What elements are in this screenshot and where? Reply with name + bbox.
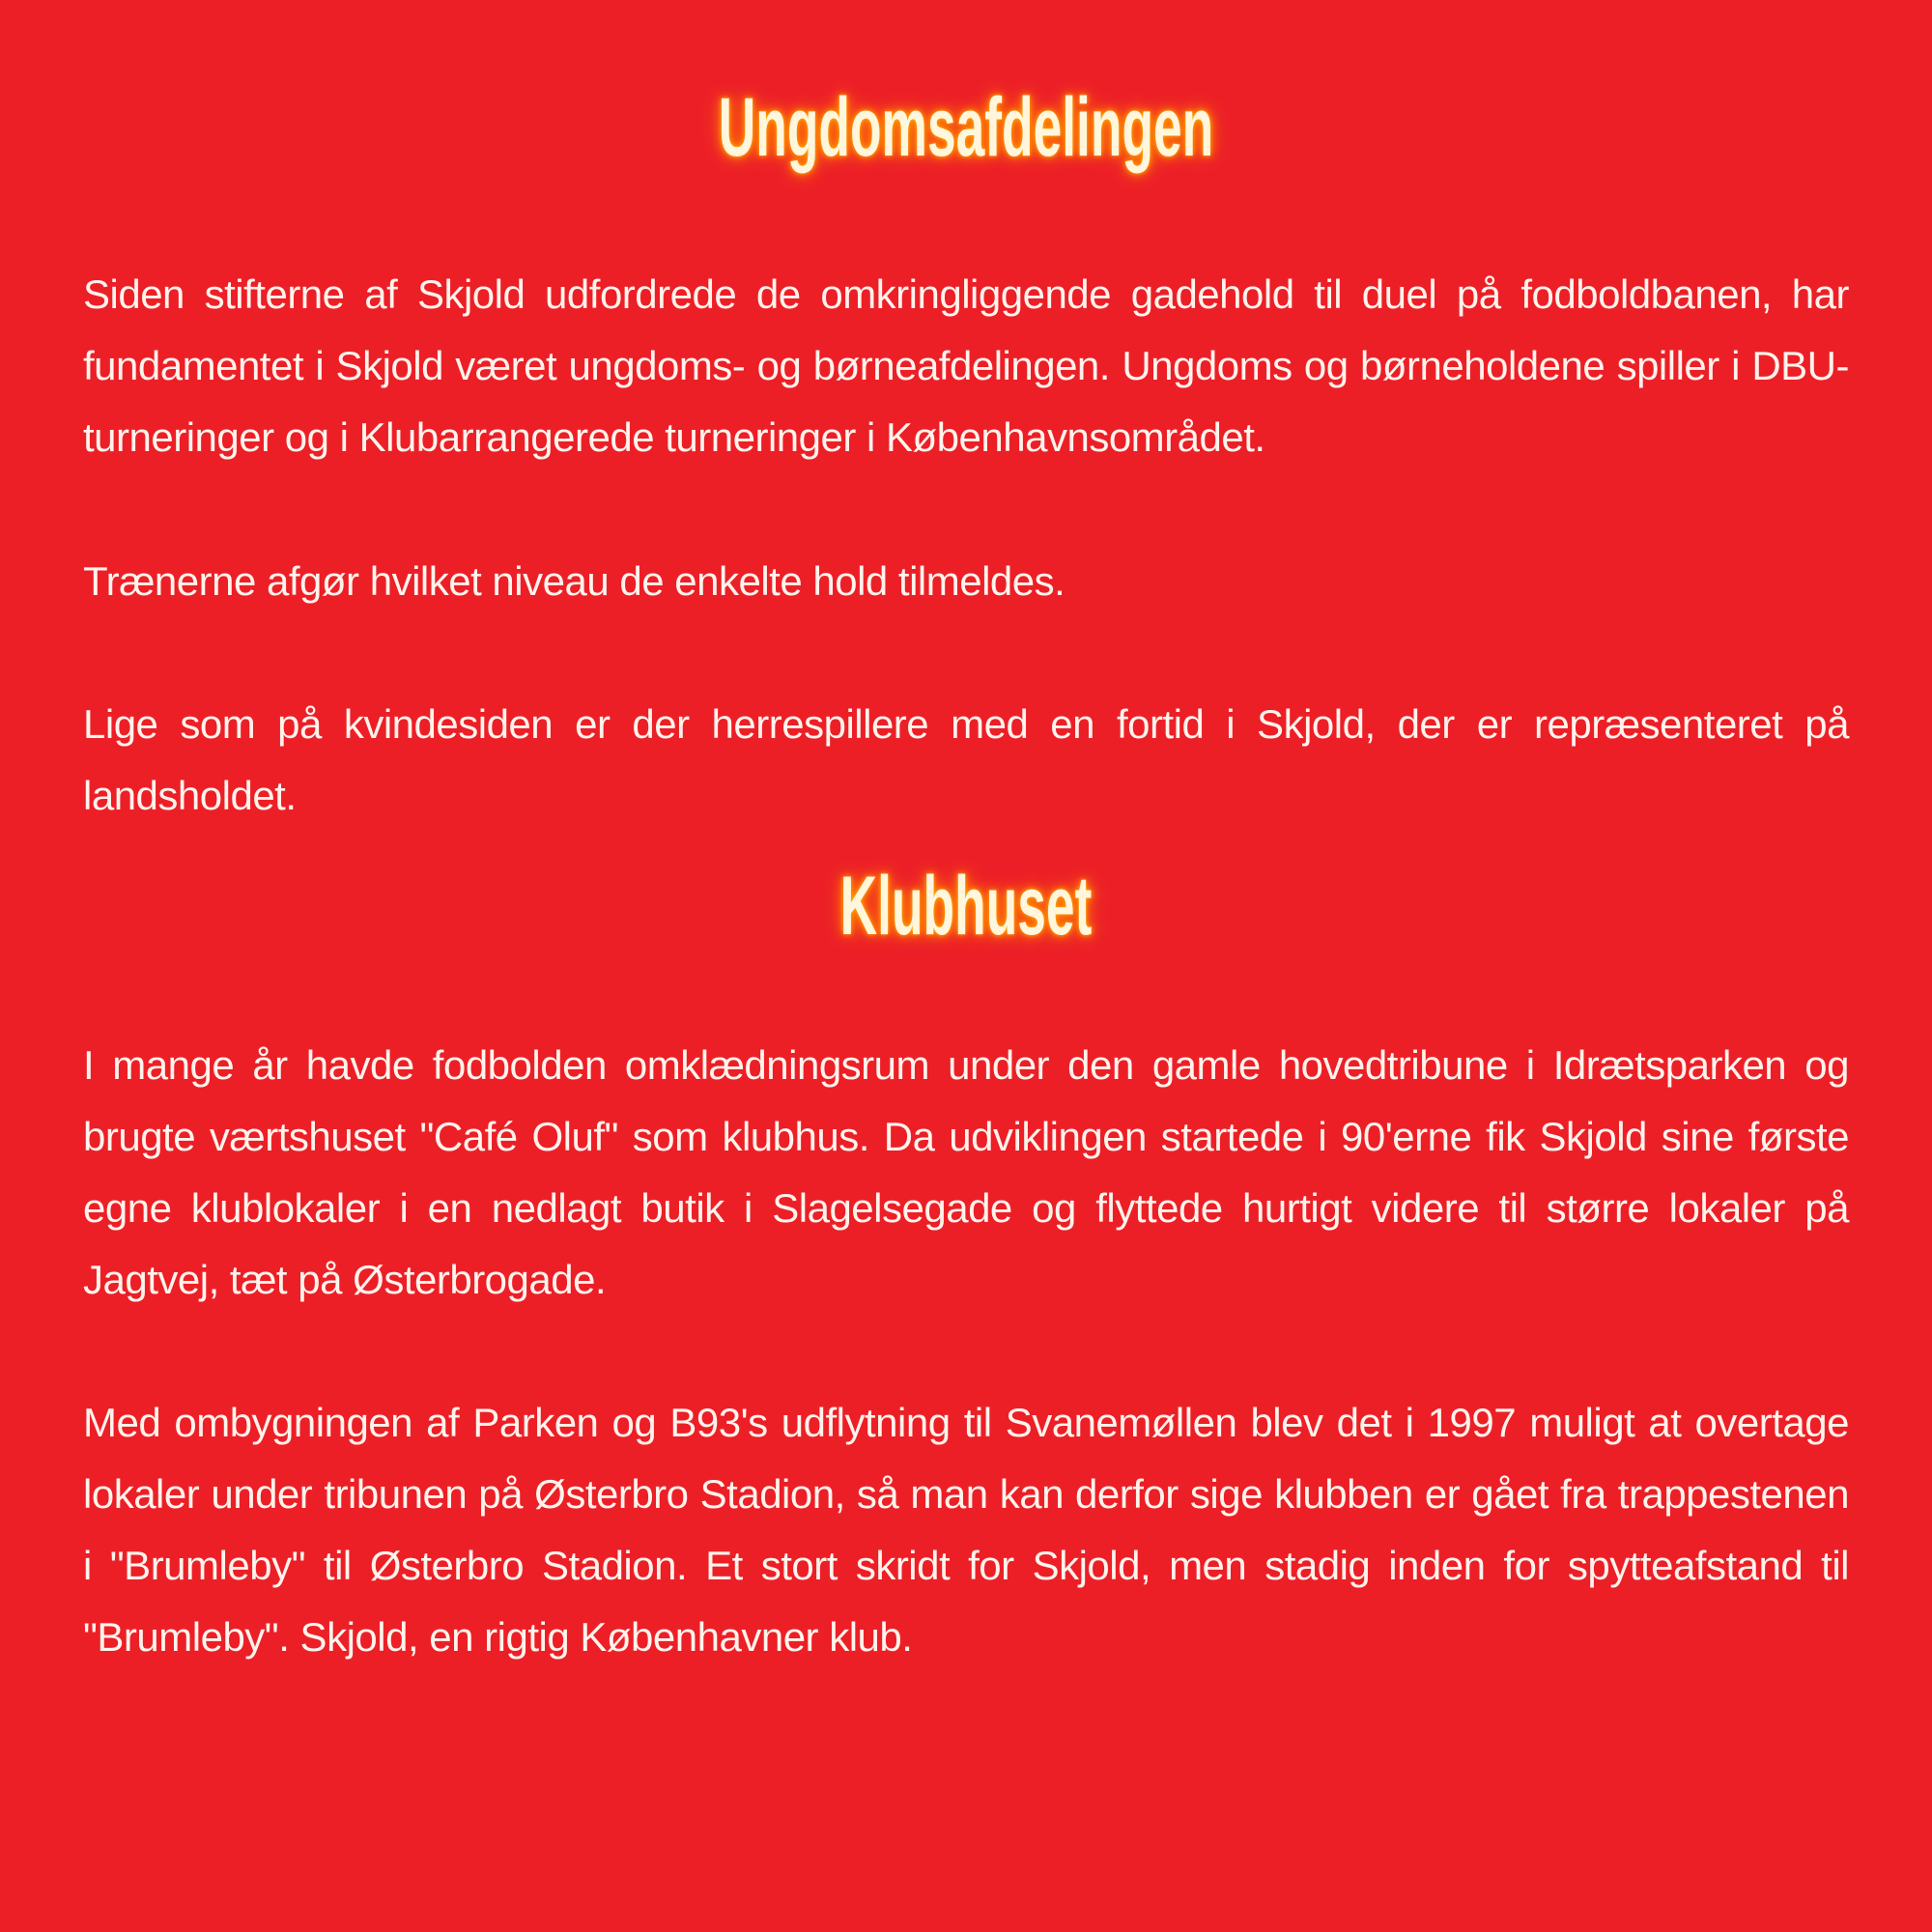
paragraph-youth-history: Siden stifterne af Skjold udfordrede de omkringliggende gadehold til duel på fodboldbanen, har fundamentet i Skjold været ungdoms- og børneafdelingen. Ungdoms og børneholdene spiller i DBU-turneringer og i Klubarrangerede turneringer i Københavnsområdet.: [83, 271, 1849, 460]
paragraph-clubhouse-history: I mange år havde fodbolden omklædningsrum under den gamle hovedtribune i Idrætsparken og brugte værtshuset "Café Oluf" som klubhus. Da udviklingen startede i 90'erne fik Skjold sine første egne klublokaler i en nedlagt butik i Slagelsegade og flyttede hurtigt videre til større lokaler på Jagtvej, tæt på Østerbrogade.: [83, 1042, 1849, 1302]
section-title-ungdomsafdelingen: Ungdomsafdelingen: [718, 81, 1214, 174]
paragraph-national-team: Lige som på kvindesiden er der herrespillere med en fortid i Skjold, der er repræsenteret på landsholdet.: [83, 701, 1849, 818]
paragraph-coaches-level: Trænerne afgør hvilket niveau de enkelte hold tilmeldes.: [83, 558, 1065, 604]
document-page: [83, 0, 1849, 1932]
section-title-klubhuset: Klubhuset: [839, 860, 1093, 952]
paragraph-osterbro-stadion: Med ombygningen af Parken og B93's udflytning til Svanemøllen blev det i 1997 muligt at overtage lokaler under tribunen på Østerbro Stadion, så man kan derfor sige klubben er gået fra trappestenen i "Brumleby" til Østerbro Stadion. Et stort skridt for Skjold, men stadig inden for spytteafstand til "Brumleby". Skjold, en rigtig Københavner klub.: [83, 1400, 1849, 1660]
